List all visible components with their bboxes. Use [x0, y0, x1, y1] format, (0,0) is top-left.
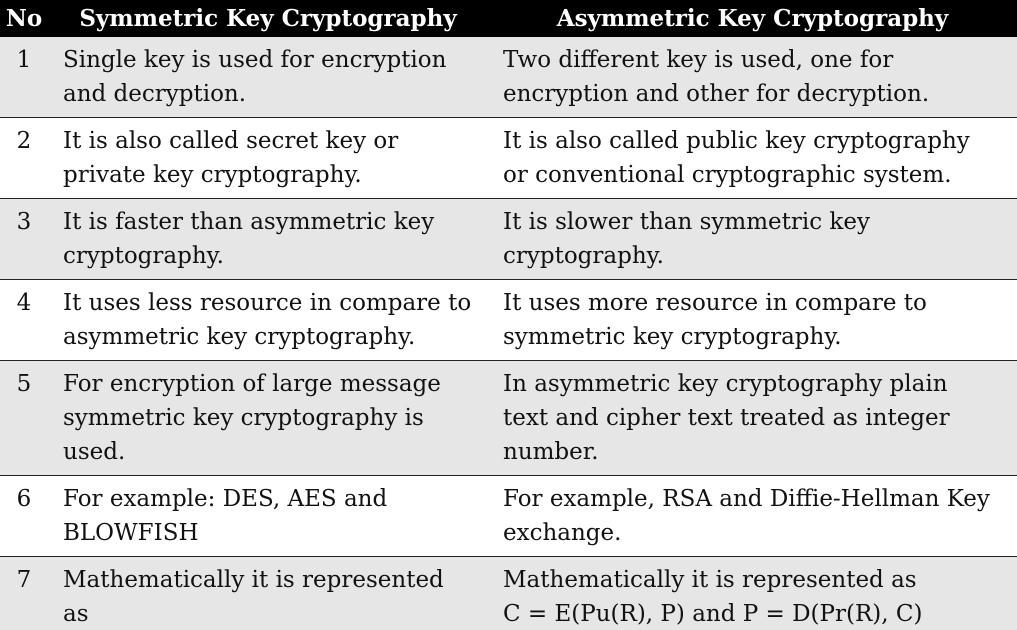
symmetric-cell [48, 361, 488, 475]
asymmetric-cell-line: It is also called public key cryptography [503, 128, 970, 154]
symmetric-cell [48, 557, 488, 630]
table-row [0, 37, 1017, 118]
table-row [0, 280, 1017, 361]
row-number: 3 [16, 209, 32, 235]
symmetric-cell-line: asymmetric key cryptography. [63, 324, 416, 350]
symmetric-cell-line: used. [63, 439, 126, 465]
asymmetric-cell-line: exchange. [503, 520, 622, 546]
symmetric-cell-line: Mathematically it is represented [63, 567, 444, 593]
symmetric-cell [48, 476, 488, 556]
asymmetric-cell-line: In asymmetric key cryptography plain [503, 371, 948, 397]
asymmetric-cell-line: It uses more resource in compare to [503, 290, 927, 316]
row-number: 2 [16, 128, 32, 154]
asymmetric-cell-line: For example, RSA and Diffie-Hellman Key [503, 486, 990, 512]
asymmetric-cell-line: encryption and other for decryption. [503, 81, 930, 107]
symmetric-cell-line: It uses less resource in compare to [63, 290, 472, 316]
symmetric-cell-line: BLOWFISH [63, 520, 199, 546]
symmetric-cell-line: cryptography. [63, 243, 224, 269]
symmetric-cell [48, 199, 488, 279]
row-number: 7 [16, 567, 32, 593]
asymmetric-cell-line: or conventional cryptographic system. [503, 162, 952, 188]
asymmetric-cell-line: number. [503, 439, 599, 465]
row-number: 5 [16, 371, 32, 397]
symmetric-cell [48, 118, 488, 198]
symmetric-cell-line: For example: DES, AES and [63, 486, 388, 512]
asymmetric-cell-line: symmetric key cryptography. [503, 324, 842, 350]
symmetric-cell-line: For encryption of large message [63, 371, 441, 397]
symmetric-cell [48, 280, 488, 360]
asymmetric-cell-line: Two different key is used, one for [503, 47, 894, 73]
row-number: 4 [16, 290, 32, 316]
symmetric-cell-line: as [63, 601, 89, 627]
asymmetric-cell [488, 118, 1017, 198]
row-number: 6 [16, 486, 32, 512]
asymmetric-cell-line: cryptography. [503, 243, 664, 269]
asymmetric-cell [488, 361, 1017, 475]
asymmetric-cell [488, 476, 1017, 556]
symmetric-cell-line: symmetric key cryptography is [63, 405, 424, 431]
table-body [0, 37, 1017, 630]
table-row [0, 199, 1017, 280]
header-no: No [5, 5, 43, 32]
table-row [0, 361, 1017, 476]
header-asymmetric: Asymmetric Key Cryptography [556, 5, 949, 32]
asymmetric-cell-line: C = E(Pu(R), P) and P = D(Pr(R), C) [503, 601, 923, 627]
row-number: 1 [16, 47, 32, 73]
symmetric-cell [48, 37, 488, 117]
table-row [0, 557, 1017, 630]
asymmetric-cell [488, 37, 1017, 117]
header-symmetric: Symmetric Key Cryptography [79, 5, 457, 32]
asymmetric-cell [488, 199, 1017, 279]
symmetric-cell-line: and decryption. [63, 81, 247, 107]
symmetric-cell-line: It is also called secret key or [63, 128, 399, 154]
table-row [0, 118, 1017, 199]
asymmetric-cell-line: It is slower than symmetric key [503, 209, 870, 235]
table-header [0, 0, 1017, 37]
symmetric-cell-line: It is faster than asymmetric key [63, 209, 435, 235]
asymmetric-cell [488, 280, 1017, 360]
table-row [0, 476, 1017, 557]
symmetric-cell-line: private key cryptography. [63, 162, 362, 188]
asymmetric-cell-line: text and cipher text treated as integer [503, 405, 950, 431]
asymmetric-cell [488, 557, 1017, 630]
asymmetric-cell-line: Mathematically it is represented as [503, 567, 917, 593]
symmetric-cell-line: Single key is used for encryption [63, 47, 447, 73]
